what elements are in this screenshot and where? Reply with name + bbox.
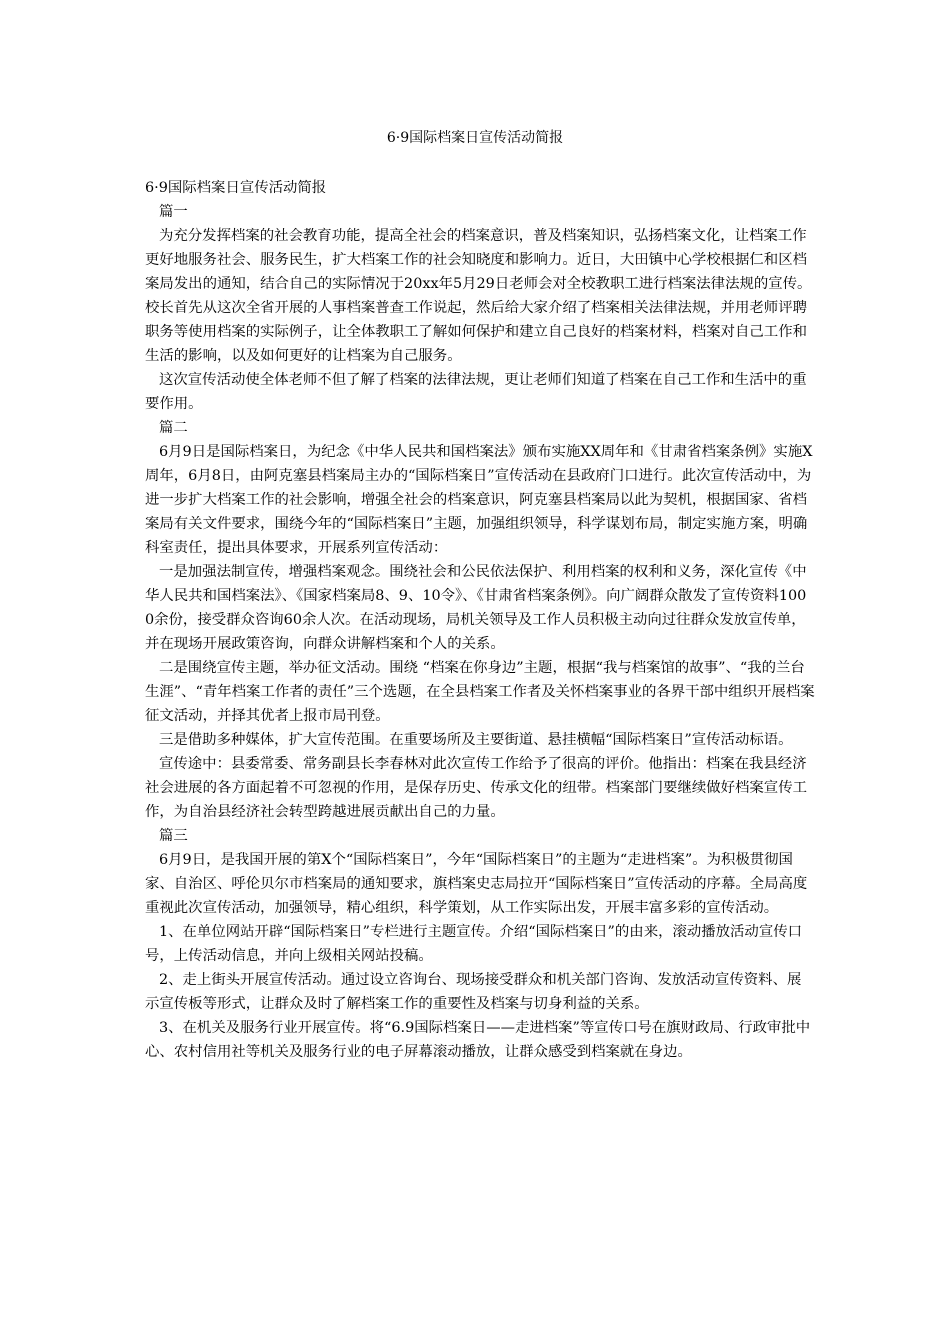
document-body	[145, 176, 815, 1064]
section-label-2: 篇二	[159, 420, 188, 436]
paragraph: 6月9日是国际档案日，为纪念《中华人民共和国档案法》颁布实施XX周年和《甘肃省档案条例》实施X周年，6月8日，由阿克塞县档案局主办的“国际档案日”宣传活动在县政府门口进行。此次宣传活动中，为进一步扩大档案工作的社会影响，增强全社会的档案意识，阿克塞县档案局以此为契机，根据国家、省档案局有关文件要求，围绕今年的“国际档案日”主题，加强组织领导，科学谋划布局，制定实施方案，明确科室责任，提出具体要求，开展系列宣传活动：	[145, 444, 813, 556]
paragraph: 宣传途中：县委常委、常务副县长李春林对此次宣传工作给予了很高的评价。他指出：档案在我县经济社会进展的各方面起着不可忽视的作用，是保存历史、传承文化的纽带。档案部门要继续做好档案宣传工作，为自治县经济社会转型跨越进展贡献出自己的力量。	[145, 756, 807, 820]
paragraph: 为充分发挥档案的社会教育功能，提高全社会的档案意识，普及档案知识，弘扬档案文化，让档案工作更好地服务社会、服务民生，扩大档案工作的社会知晓度和影响力。近日，大田镇中心学校根据仁和区档案局发出的通知，结合自己的实际情况于20xx年5月29日老师会对全校教职工进行档案法律法规的宣传。校长首先从这次全省开展的人事档案普查工作说起，然后给大家介绍了档案相关法律法规，并用老师评聘职务等使用档案的实际例子，让全体教职工了解如何保护和建立自己良好的档案材料，档案对自己工作和生活的影响，以及如何更好的让档案为自己服务。	[145, 228, 812, 364]
paragraph: 二是围绕宣传主题，举办征文活动。围绕 “档案在你身边”主题，根据“我与档案馆的故事”、“我的兰台生涯”、“青年档案工作者的责任”三个选题，在全县档案工作者及关怀档案事业的各界干部中组织开展档案征文活动，并择其优者上报市局刊登。	[145, 660, 815, 724]
paragraph: 3、在机关及服务行业开展宣传。将“6.9国际档案日——走进档案”等宣传口号在旗财政局、行政审批中心、农村信用社等机关及服务行业的电子屏幕滚动播放，让群众感受到档案就在身边。	[145, 1020, 811, 1060]
section-label-3: 篇三	[159, 828, 188, 844]
paragraph: 三是借助多种媒体，扩大宣传范围。在重要场所及主要街道、悬挂横幅“国际档案日”宣传活动标语。	[159, 732, 793, 748]
paragraph: 2、走上街头开展宣传活动。通过设立咨询台、现场接受群众和机关部门咨询、发放活动宣传资料、展示宣传板等形式，让群众及时了解档案工作的重要性及档案与切身利益的关系。	[145, 972, 802, 1012]
paragraph: 6月9日，是我国开展的第X个“国际档案日”，今年“国际档案日”的主题为“走进档案”。为积极贯彻国家、自治区、呼伦贝尔市档案局的通知要求，旗档案史志局拉开“国际档案日”宣传活动的序幕。全局高度重视此次宣传活动，加强领导，精心组织，科学策划，从工作实际出发，开展丰富多彩的宣传活动。	[145, 852, 808, 916]
paragraph: 一是加强法制宣传，增强档案观念。围绕社会和公民依法保护、利用档案的权利和义务，深化宣传《中华人民共和国档案法》、《国家档案局8、9、10令》、《甘肃省档案条例》。向广阔群众散发了宣传资料1000余份，接受群众咨询60余人次。在活动现场，局机关领导及工作人员积极主动向过往群众发放宣传单，并在现场开展政策咨询，向群众讲解档案和个人的关系。	[145, 564, 807, 652]
section-label-1: 篇一	[159, 204, 188, 220]
document-heading: 6·9国际档案日宣传活动简报	[145, 180, 327, 196]
paragraph: 这次宣传活动使全体老师不但了解了档案的法律法规，更让老师们知道了档案在自己工作和生活中的重要作用。	[145, 372, 807, 412]
document-title: 6·9国际档案日宣传活动简报	[386, 130, 564, 146]
paragraph: 1、在单位网站开辟“国际档案日”专栏进行主题宣传。介绍“国际档案日”的由来，滚动播放活动宣传口号，上传活动信息，并向上级相关网站投稿。	[145, 924, 802, 964]
